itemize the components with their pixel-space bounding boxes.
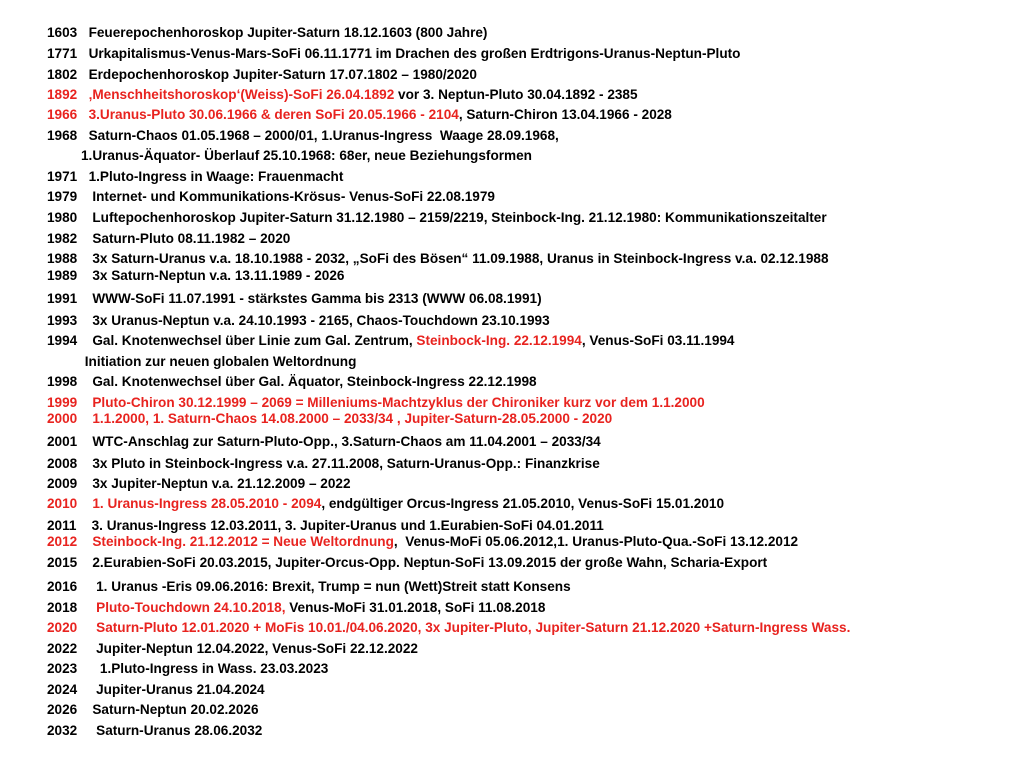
timeline-entry: [47, 66, 477, 83]
entry-text-segment: 1982 Saturn-Pluto 08.11.1982 – 2020: [47, 231, 291, 246]
timeline-entry: [47, 533, 798, 550]
entry-text-segment: , Saturn-Chiron 13.04.1966 - 2028: [458, 107, 672, 122]
entry-text-segment: 2008 3x Pluto in Steinbock-Ingress v.a. 27.11.2008, Saturn-Uranus-Opp.: Finanzkrise: [47, 456, 600, 471]
timeline-entry: [47, 332, 735, 349]
entry-text-segment: 2032 Saturn-Uranus 28.06.2032: [47, 723, 263, 738]
timeline-entry: [47, 517, 604, 534]
timeline-entry: [47, 312, 550, 329]
entry-text-segment: 2000 1.1.2000, 1. Saturn-Chaos 14.08.2000 – 2033/34 , Jupiter-Saturn-28.05.2000 - 2020: [47, 411, 613, 426]
entry-text-segment: Venus-MoFi 31.01.2018, SoFi 11.08.2018: [285, 600, 546, 615]
timeline-entry: [47, 475, 351, 492]
timeline-entry: [47, 554, 767, 571]
timeline-entry: [47, 701, 259, 718]
timeline-entry: [47, 373, 537, 390]
entry-text-segment: vor 3. Neptun-Pluto 30.04.1892 - 2385: [394, 87, 638, 102]
entry-text-segment: 1968 Saturn-Chaos 01.05.1968 – 2000/01, 1.Uranus-Ingress Waage 28.09.1968,: [47, 128, 559, 143]
timeline-entry: [47, 495, 724, 512]
timeline-entry: [47, 45, 740, 62]
timeline-entry: [47, 147, 532, 164]
entry-text-segment: 1998 Gal. Knotenwechsel über Gal. Äquator, Steinbock-Ingress 22.12.1998: [47, 374, 537, 389]
entry-text-segment: 1991 WWW-SoFi 11.07.1991 - stärkstes Gamma bis 2313 (WWW 06.08.1991): [47, 291, 542, 306]
entry-text-segment: 2016 1. Uranus -Eris 09.06.2016: Brexit, Trump = nun (Wett)Streit statt Konsens: [47, 579, 571, 594]
timeline-entry: [47, 24, 487, 41]
entry-text-segment: , Venus-SoFi 03.11.1994: [581, 333, 735, 348]
entry-text-segment: 2011 3. Uranus-Ingress 12.03.2011, 3. Jupiter-Uranus und 1.Eurabien-SoFi 04.01.2011: [47, 518, 604, 533]
timeline-entry: [47, 267, 344, 284]
entry-text-segment: Steinbock-Ing. 22.12.1994: [416, 333, 582, 348]
timeline-entry: [47, 660, 328, 677]
entry-text-segment: 1.Uranus-Äquator- Überlauf 25.10.1968: 68er, neue Beziehungsformen: [47, 148, 532, 163]
entry-text-segment: 2001 WTC-Anschlag zur Saturn-Pluto-Opp., 3.Saturn-Chaos am 11.04.2001 – 2033/34: [47, 434, 601, 449]
timeline-entry: [47, 619, 850, 636]
entry-text-segment: 1989 3x Saturn-Neptun v.a. 13.11.1989 - 2026: [47, 268, 345, 283]
entry-text-segment: 1971 1.Pluto-Ingress in Waage: Frauenmacht: [47, 169, 344, 184]
timeline-entry: [47, 455, 600, 472]
timeline-entry: [47, 681, 265, 698]
entry-text-segment: 2020 Saturn-Pluto 12.01.2020 + MoFis 10.01./04.06.2020, 3x Jupiter-Pluto, Jupiter-Saturn 21.12.2020 +Saturn-Ingress Wass.: [47, 620, 851, 635]
entry-text-segment: 1994 Gal. Knotenwechsel über Linie zum Gal. Zentrum,: [47, 333, 417, 348]
entry-text-segment: 2022 Jupiter-Neptun 12.04.2022, Venus-SoFi 22.12.2022: [47, 641, 418, 656]
entry-text-segment: 2009 3x Jupiter-Neptun v.a. 21.12.2009 – 2022: [47, 476, 351, 491]
entry-text-segment: 1979 Internet- und Kommunikations-Krösus- Venus-SoFi 22.08.1979: [47, 189, 495, 204]
entry-text-segment: , Venus-MoFi 05.06.2012,1. Uranus-Pluto-Qua.-SoFi 13.12.2012: [393, 534, 799, 549]
timeline-entry: [47, 127, 559, 144]
entry-text-segment: 1892 ‚Menschheitshoroskop‘(Weiss)-SoFi 26.04.1892: [47, 87, 395, 102]
timeline-entry: [47, 578, 571, 595]
timeline-entry: [47, 106, 672, 123]
entry-text-segment: 1980 Luftepochenhoroskop Jupiter-Saturn 31.12.1980 – 2159/2219, Steinbock-Ing. 21.12.1980: Kommunikationszeitalter: [47, 210, 827, 225]
entry-text-segment: 1999 Pluto-Chiron 30.12.1999 – 2069 = Milleniums-Machtzyklus der Chironiker kurz vor dem 1.1.2000: [47, 395, 705, 410]
timeline-entry: [47, 230, 290, 247]
timeline-entry: [47, 290, 542, 307]
entry-text-segment: 2023 1.Pluto-Ingress in Wass. 23.03.2023: [47, 661, 329, 676]
timeline-entry: [47, 394, 705, 411]
timeline-entry: [47, 433, 601, 450]
entry-text-segment: 2018: [47, 600, 97, 615]
timeline-entry: [47, 410, 612, 427]
timeline-entry: [47, 209, 827, 226]
timeline-entry: [47, 250, 829, 267]
timeline-entry: [47, 188, 495, 205]
entry-text-segment: 2010 1. Uranus-Ingress 28.05.2010 - 2094: [47, 496, 322, 511]
timeline-entry: [47, 353, 356, 370]
entry-text-segment: 1966 3.Uranus-Pluto 30.06.1966 & deren SoFi 20.05.1966 - 2104: [47, 107, 459, 122]
entry-text-segment: 2026 Saturn-Neptun 20.02.2026: [47, 702, 259, 717]
timeline-entry: [47, 168, 343, 185]
timeline-entry: [47, 599, 545, 616]
entry-text-segment: , endgültiger Orcus-Ingress 21.05.2010, Venus-SoFi 15.01.2010: [321, 496, 725, 511]
timeline-entry: [47, 722, 262, 739]
timeline-entry: [47, 86, 638, 103]
entry-text-segment: 2024 Jupiter-Uranus 21.04.2024: [47, 682, 265, 697]
entry-text-segment: Pluto-Touchdown 24.10.2018,: [96, 600, 286, 615]
entry-text-segment: 1993 3x Uranus-Neptun v.a. 24.10.1993 - 2165, Chaos-Touchdown 23.10.1993: [47, 313, 550, 328]
entry-text-segment: 1771 Urkapitalismus-Venus-Mars-SoFi 06.11.1771 im Drachen des großen Erdtrigons-Uranus-Neptun-Pluto: [47, 46, 741, 61]
entry-text-segment: Initiation zur neuen globalen Weltordnung: [47, 354, 357, 369]
entry-text-segment: 1988 3x Saturn-Uranus v.a. 18.10.1988 - 2032, „SoFi des Bösen“ 11.09.1988, Uranus in Steinbock-Ingress v.a. 02.12.1988: [47, 251, 829, 266]
entry-text-segment: 1802 Erdepochenhoroskop Jupiter-Saturn 17.07.1802 – 1980/2020: [47, 67, 477, 82]
entry-text-segment: 2012 Steinbock-Ing. 21.12.2012 = Neue Weltordnung: [47, 534, 394, 549]
timeline-entry: [47, 640, 418, 657]
entry-text-segment: 2015 2.Eurabien-SoFi 20.03.2015, Jupiter-Orcus-Opp. Neptun-SoFi 13.09.2015 der große Wahn, Scharia-Export: [47, 555, 768, 570]
entry-text-segment: 1603 Feuerepochenhoroskop Jupiter-Saturn 18.12.1603 (800 Jahre): [47, 25, 488, 40]
